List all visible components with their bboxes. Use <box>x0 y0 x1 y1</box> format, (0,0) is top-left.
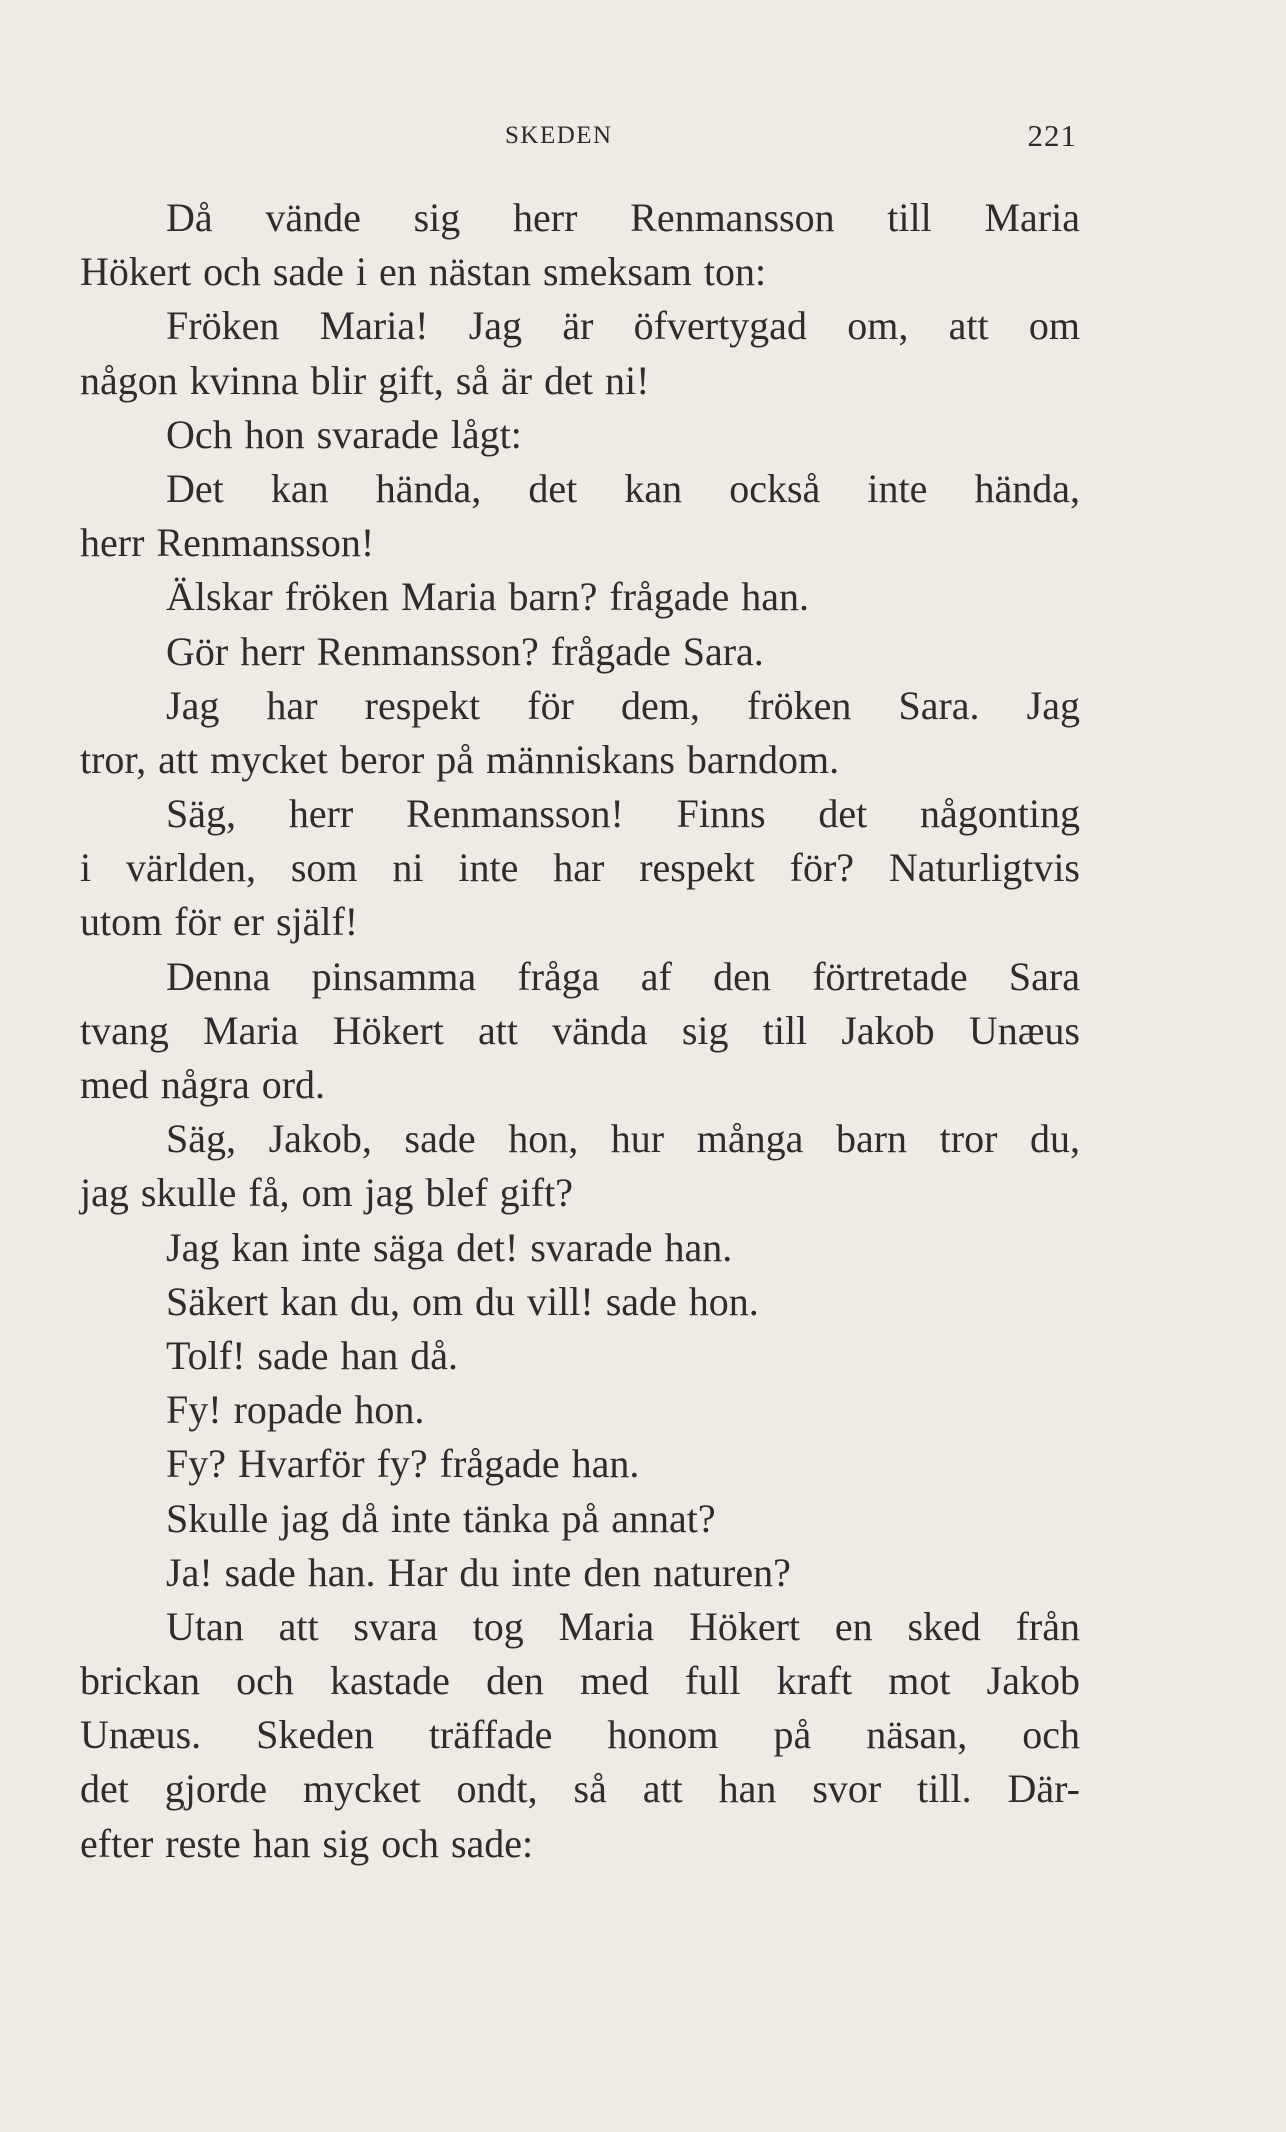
text-line: efter reste han sig och sade: <box>80 1820 534 1866</box>
text-line: herr Renmansson! <box>80 520 375 566</box>
text-line: Skulle jag då inte tänka på annat? <box>166 1495 716 1541</box>
text-line: Fy! ropade hon. <box>166 1387 425 1433</box>
text-line: Fröken Maria! Jag är öfvertygad om, att om <box>166 303 1080 349</box>
text-line: Jag har respekt för dem, fröken Sara. Jag <box>166 682 1080 728</box>
text-line: Säg, herr Renmansson! Finns det någonting <box>166 791 1080 837</box>
text-line: Då vände sig herr Renmansson till Maria <box>166 195 1080 240</box>
text-line: brickan och kastade den med full kraft mot Jakob <box>80 1658 1080 1704</box>
text-line: Hökert och sade i en nästan smeksam ton: <box>80 249 767 295</box>
text-line: Tolf! sade han då. <box>166 1332 458 1378</box>
text-line: Fy? Hvarför fy? frågade han. <box>166 1441 640 1487</box>
page-number: 221 <box>1027 118 1077 153</box>
text-line: Ja! sade han. Har du inte den naturen? <box>166 1549 791 1595</box>
text-line: Säg, Jakob, sade hon, hur många barn tror du, <box>166 1116 1080 1162</box>
text-line: med några ord. <box>80 1062 326 1107</box>
text-line: Det kan hända, det kan också inte hända, <box>166 465 1080 511</box>
text-line: Och hon svarade lågt: <box>166 411 522 457</box>
text-line: Älskar fröken Maria barn? frågade han. <box>166 574 810 620</box>
text-line: Denna pinsamma fråga af den förtretade Sara <box>166 953 1080 999</box>
text-line: i världen, som ni inte har respekt för? Naturligtvis <box>80 845 1080 891</box>
text-line: Unæus. Skeden träffade honom på näsan, och <box>80 1712 1080 1758</box>
running-head: SKEDEN <box>505 122 613 149</box>
text-line: tror, att mycket beror på människans barndom. <box>80 736 840 782</box>
text-line: utom för er själf! <box>80 899 359 945</box>
text-line: jag skulle få, om jag blef gift? <box>80 1170 573 1216</box>
text-line: någon kvinna blir gift, så är det ni! <box>80 357 650 403</box>
page-header <box>80 118 1080 158</box>
body-text <box>80 191 1080 1871</box>
text-line: tvang Maria Hökert att vända sig till Jakob Unæus <box>80 1007 1080 1053</box>
text-line: Utan att svara tog Maria Hökert en sked från <box>166 1603 1080 1649</box>
text-line: Säkert kan du, om du vill! sade hon. <box>166 1278 759 1324</box>
text-line: Gör herr Renmansson? frågade Sara. <box>166 628 764 674</box>
text-line: Jag kan inte säga det! svarade han. <box>166 1224 733 1270</box>
text-line: det gjorde mycket ondt, så att han svor till. Där- <box>80 1766 1080 1812</box>
